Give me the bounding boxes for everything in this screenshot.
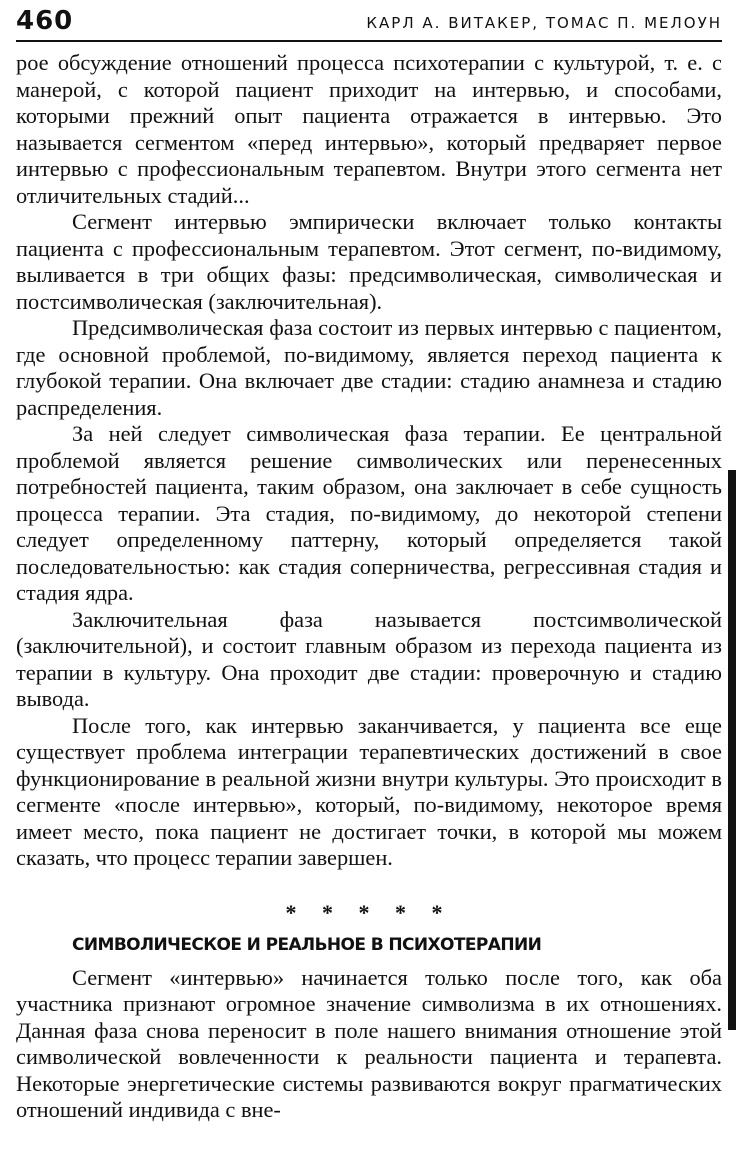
paragraph: Сегмент интервью эмпирически включает только контакты пациента с профессиональным терапевтом. Этот сегмент, по-видимому, выливается в три общих фазы: предсимволическая, символическая и постсимволическая (заключительная). (16, 209, 722, 314)
section-heading: СИМВОЛИЧЕСКОЕ И РЕАЛЬНОЕ В ПСИХОТЕРАПИИ (72, 935, 542, 955)
page-header (16, 6, 722, 42)
body-text (16, 50, 722, 1124)
paragraph: За ней следует символическая фаза терапии. Ее центральной проблемой является решение символических или перенесенных потребностей пациента, таким образом, она заключает в себе сущность процесса терапии. Эта стадия, по-видимому, до некоторой степени следует определенному паттерну, который определяется такой последовательностью: как стадия соперничества, регрессивная стадия и стадия ядра. (16, 421, 722, 605)
paragraph: После того, как интервью заканчивается, у пациента все еще существует проблема интеграции терапевтических достижений в свое функционирование в реальной жизни внутри культуры. Это происходит в сегменте «после интервью», который, по-видимому, некоторое время имеет место, пока пациент не достигает точки, в которой мы можем сказать, что процесс терапии завершен. (16, 712, 722, 870)
paragraph: Заключительная фаза называется постсимволической (заключительной), и состоит главным образом из перехода пациента из терапии в культуру. Она проходит две стадии: проверочную и стадию вывода. (16, 606, 722, 711)
running-head: КАРЛ А. ВИТАКЕР, ТОМАС П. МЕЛОУН (366, 14, 722, 32)
paragraph: Предсимволическая фаза состоит из первых интервью с пациентом, где основной проблемой, по-видимому, является переход пациента к глубокой терапии. Она включает две стадии: стадию анамнеза и стадию распределения. (16, 315, 722, 420)
page-edge-shadow (728, 470, 736, 1030)
section-separator: * * * * * (285, 899, 453, 925)
paragraph: рое обсуждение отношений процесса психотерапии с культурой, т. е. с манерой, с которой пациент приходит на интервью, и способами, которыми прежний опыт пациента отражается в интервью. Это называется сегментом «перед интервью», который предваряет первое интервью с профессиональным терапевтом. Внутри этого сегмента нет отличительных стадий... (16, 50, 722, 208)
page-number: 460 (16, 6, 74, 36)
paragraph: Сегмент «интервью» начинается только после того, как оба участника признают огромное значение символизма в их отношениях. Данная фаза снова переносит в поле нашего внимания отношение этой символической вовлеченности к реальности пациента и терапевта. Некоторые энергетические системы развиваются вокруг прагматических отношений индивида с вне- (16, 964, 722, 1122)
